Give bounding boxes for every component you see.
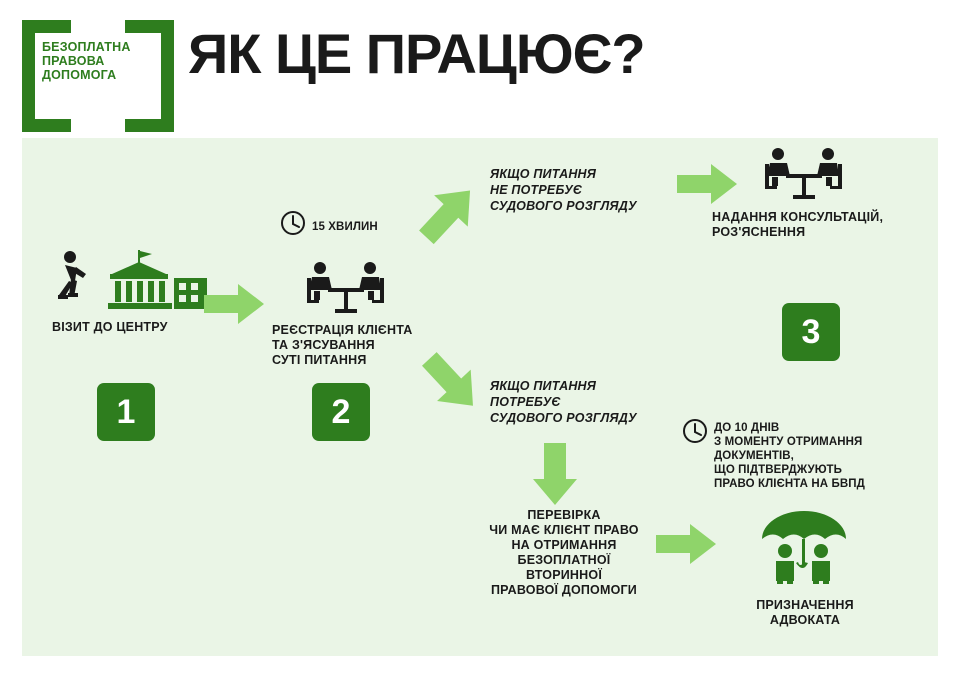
- upper-condition-line-1: ЯКЩО ПИТАННЯ: [490, 167, 597, 181]
- arrow-branch-upper: [414, 176, 484, 256]
- two-people-under-umbrella-icon: [752, 513, 856, 585]
- final-caption-line-1: ПРИЗНАЧЕННЯ: [756, 598, 854, 612]
- logo-text: [42, 40, 160, 82]
- arrow-down-to-check: [532, 443, 578, 505]
- check-block-caption: [452, 508, 676, 598]
- final-time-note: [714, 421, 944, 491]
- step-2-caption-line-3: СУТІ ПИТАННЯ: [272, 353, 367, 367]
- check-line-3: НА ОТРИМАННЯ: [511, 538, 617, 552]
- arrow-to-lawyer: [656, 523, 718, 565]
- final-block-caption: [722, 598, 888, 628]
- final-note-line-3: ДОКУМЕНТІВ,: [714, 450, 794, 462]
- step-2-caption-line-2: ТА З'ЯСУВАННЯ: [272, 338, 375, 352]
- step-1-caption: ВІЗИТ ДО ЦЕНТРУ: [52, 320, 168, 334]
- clock-icon-15min: [280, 210, 306, 236]
- logo-line-3: ДОПОМОГА: [42, 68, 117, 82]
- check-line-4: БЕЗОПЛАТНОЇ: [517, 553, 611, 567]
- step-3-caption: [712, 210, 942, 240]
- arrow-branch-lower: [414, 338, 484, 428]
- step-1-badge: 1: [97, 383, 155, 441]
- clock-icon-10days: [682, 418, 708, 444]
- check-line-1: ПЕРЕВІРКА: [527, 508, 601, 522]
- check-line-6: ПРАВОВОЇ ДОПОМОГИ: [491, 583, 637, 597]
- final-note-line-4: ЩО ПІДТВЕРДЖУЮТЬ: [714, 464, 842, 476]
- upper-condition-line-2: НЕ ПОТРЕБУЄ: [490, 183, 583, 197]
- step-3-badge: 3: [782, 303, 840, 361]
- final-note-line-2: З МОМЕНТУ ОТРИМАННЯ: [714, 436, 863, 448]
- final-caption-line-2: АДВОКАТА: [769, 613, 841, 627]
- arrow-step1-to-step2: [204, 283, 266, 325]
- final-note-line-5: ПРАВО КЛІЄНТА НА БВПД: [714, 478, 865, 490]
- step-3-caption-line-1: НАДАННЯ КОНСУЛЬТАЦІЙ,: [712, 210, 884, 224]
- step-2-time-note: 15 ХВИЛИН: [312, 221, 378, 233]
- logo-line-1: БЕЗОПЛАТНА: [42, 40, 131, 54]
- page-header: [0, 0, 960, 130]
- arrow-to-step3: [677, 163, 739, 205]
- lower-condition-line-1: ЯКЩО ПИТАННЯ: [490, 379, 597, 393]
- person-walking-to-building-icon: [52, 248, 212, 313]
- two-people-at-table-icon-consultation: [762, 146, 846, 202]
- two-people-at-table-icon: [304, 260, 388, 316]
- page-title: ЯК ЦЕ ПРАЦЮЄ?: [188, 22, 645, 85]
- bpd-logo: [22, 20, 174, 106]
- upper-condition-text: [490, 166, 690, 214]
- final-note-line-1: ДО 10 ДНІВ: [714, 422, 780, 434]
- lower-condition-text: [490, 378, 690, 426]
- lower-condition-line-2: ПОТРЕБУЄ: [490, 395, 561, 409]
- step-2-badge: 2: [312, 383, 370, 441]
- logo-line-2: ПРАВОВА: [42, 54, 105, 68]
- check-line-5: ВТОРИННОЇ: [526, 568, 602, 582]
- step-2-caption-line-1: РЕЄСТРАЦІЯ КЛІЄНТА: [272, 323, 413, 337]
- step-3-caption-line-2: РОЗ'ЯСНЕННЯ: [712, 225, 806, 239]
- check-line-2: ЧИ МАЄ КЛІЄНТ ПРАВО: [489, 523, 639, 537]
- flow-diagram-panel: [22, 138, 938, 656]
- lower-condition-line-3: СУДОВОГО РОЗГЛЯДУ: [490, 411, 637, 425]
- upper-condition-line-3: СУДОВОГО РОЗГЛЯДУ: [490, 199, 637, 213]
